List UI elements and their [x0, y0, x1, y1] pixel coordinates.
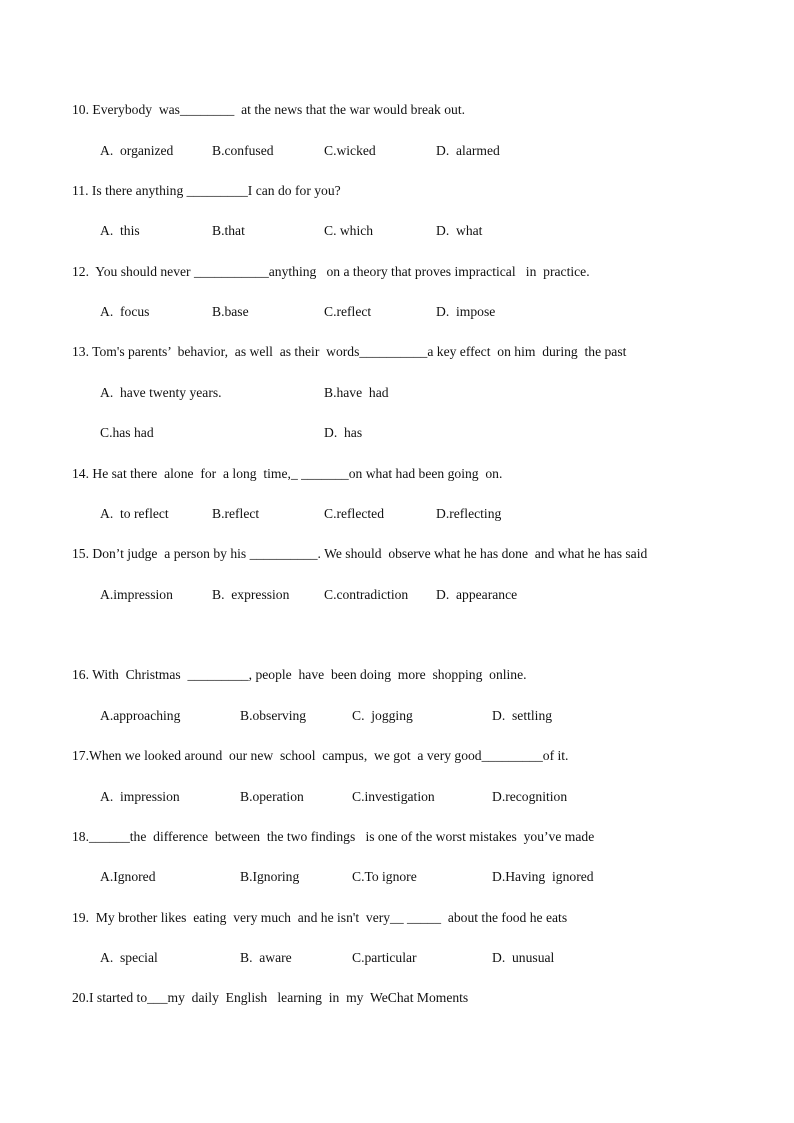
q18-option-b: B.Ignoring — [240, 869, 300, 884]
q19-option-a: A. special — [100, 950, 158, 965]
q13-option-b: B.have had — [324, 385, 389, 400]
q18-option-c: C.To ignore — [352, 869, 417, 884]
question-10-stem: 10. Everybody was________ at the news that the war would break out. — [72, 102, 465, 117]
q17-option-a: A. impression — [100, 789, 180, 804]
q11-option-a: A. this — [100, 223, 140, 238]
q14-option-a: A. to reflect — [100, 506, 169, 521]
question-14-stem: 14. He sat there alone for a long time,_ _______on what had been going on. — [72, 466, 503, 481]
q11-option-b: B.that — [212, 223, 245, 238]
q19-option-c: C.particular — [352, 950, 417, 965]
q15-option-a: A.impression — [100, 587, 173, 602]
question-16-stem: 16. With Christmas _________, people have been doing more shopping online. — [72, 667, 527, 682]
q19-option-b: B. aware — [240, 950, 292, 965]
q18-option-a: A.Ignored — [100, 869, 156, 884]
q16-option-a: A.approaching — [100, 708, 181, 723]
q17-option-d: D.recognition — [492, 789, 568, 804]
q10-option-d: D. alarmed — [436, 143, 500, 158]
q10-option-c: C.wicked — [324, 143, 376, 158]
q12-option-c: C.reflect — [324, 304, 372, 319]
q10-option-b: B.confused — [212, 143, 274, 158]
q13-option-a: A. have twenty years. — [100, 385, 222, 400]
q13-option-d: D. has — [324, 425, 363, 440]
q12-option-b: B.base — [212, 304, 249, 319]
q16-option-d: D. settling — [492, 708, 553, 723]
q17-option-c: C.investigation — [352, 789, 435, 804]
q14-option-b: B.reflect — [212, 506, 260, 521]
question-19-stem: 19. My brother likes eating very much and he isn't very__ _____ about the food he eats — [72, 910, 568, 925]
question-17-stem: 17.When we looked around our new school campus, we got a very good_________of it. — [72, 748, 569, 763]
q18-option-d: D.Having ignored — [492, 869, 594, 884]
q12-option-d: D. impose — [436, 304, 496, 319]
q11-option-c: C. which — [324, 223, 374, 238]
q15-option-d: D. appearance — [436, 587, 518, 602]
q10-option-a: A. organized — [100, 143, 174, 158]
q17-option-b: B.operation — [240, 789, 304, 804]
q16-option-c: C. jogging — [352, 708, 413, 723]
q15-option-c: C.contradiction — [324, 587, 409, 602]
q14-option-c: C.reflected — [324, 506, 385, 521]
question-13-stem: 13. Tom's parents’ behavior, as well as their words__________a key effect on him during the past — [72, 344, 627, 359]
question-15-stem: 15. Don’t judge a person by his __________. We should observe what he has done and what he has said — [72, 546, 648, 561]
q13-option-c: C.has had — [100, 425, 154, 440]
q16-option-b: B.observing — [240, 708, 307, 723]
question-11-stem: 11. Is there anything _________I can do for you? — [72, 183, 341, 198]
question-12-stem: 12. You should never ___________anything on a theory that proves impractical in practice. — [72, 264, 590, 279]
q14-option-d: D.reflecting — [436, 506, 502, 521]
question-18-stem: 18.______the difference between the two findings is one of the worst mistakes you’ve made — [72, 829, 595, 844]
q12-option-a: A. focus — [100, 304, 150, 319]
q11-option-d: D. what — [436, 223, 483, 238]
q15-option-b: B. expression — [212, 587, 290, 602]
q19-option-d: D. unusual — [492, 950, 555, 965]
question-20-stem: 20.I started to___my daily English learning in my WeChat Moments — [72, 990, 469, 1005]
